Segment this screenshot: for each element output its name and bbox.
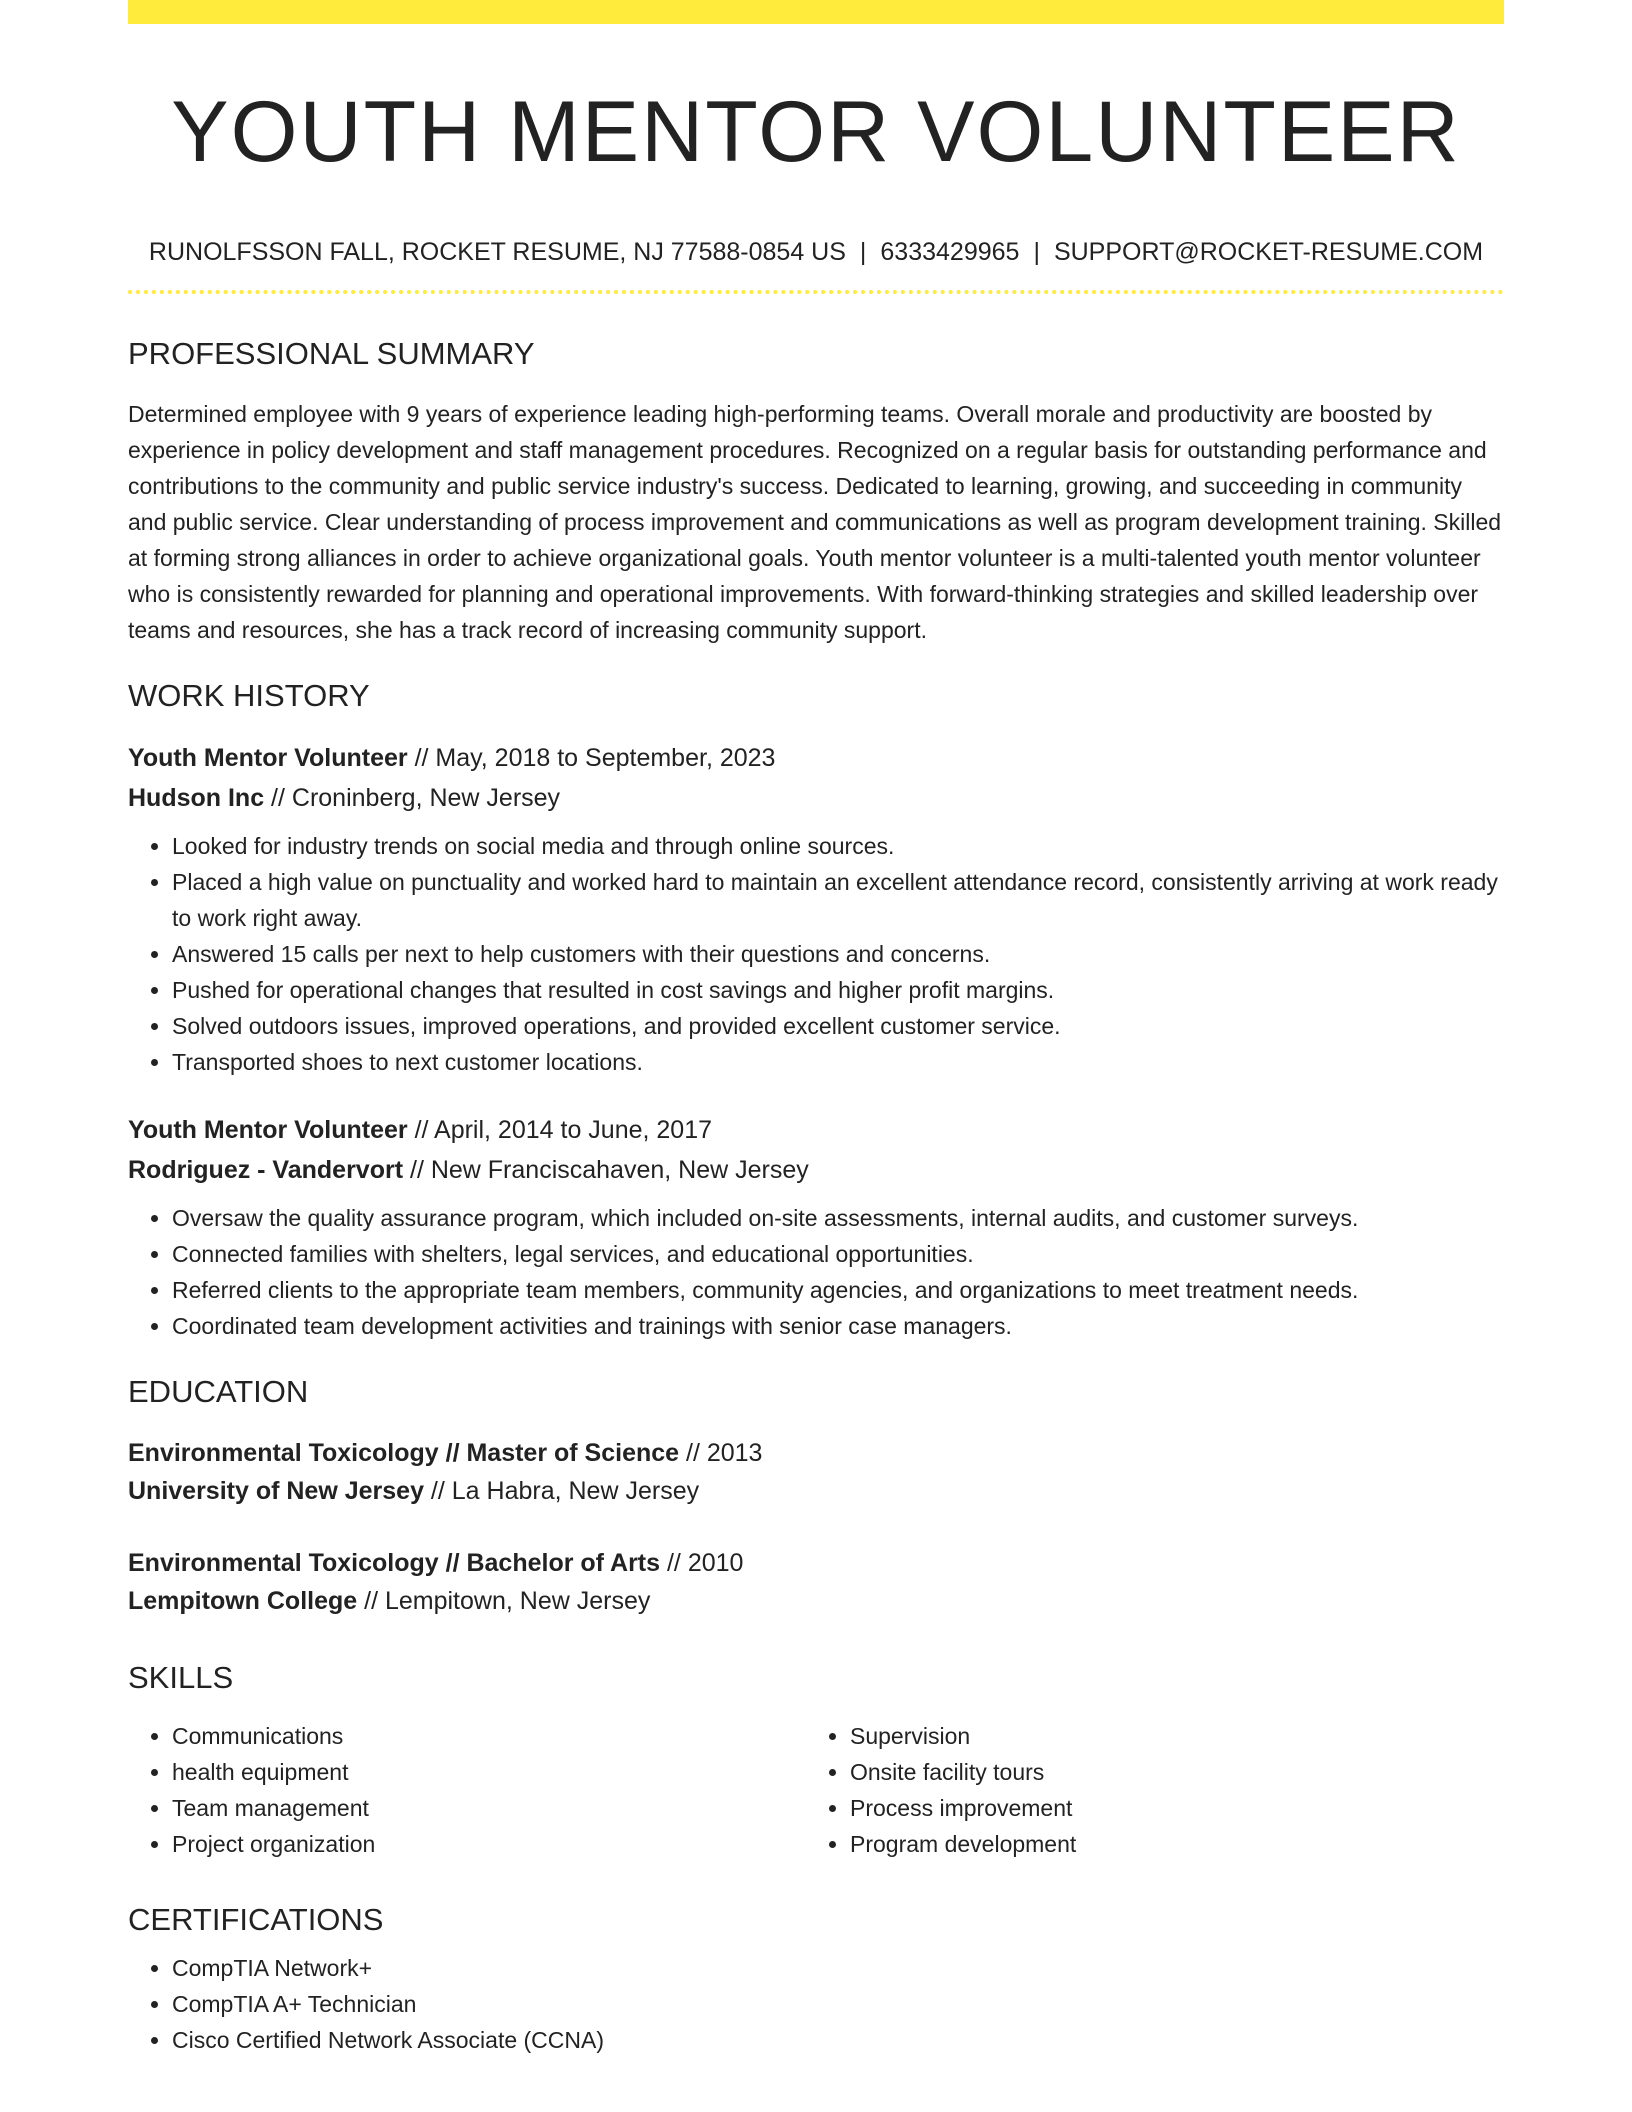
- contact-address: RUNOLFSSON FALL, ROCKET RESUME, NJ 77588-0854 US: [148, 238, 846, 266]
- job-bullets: [128, 1200, 1504, 1344]
- contact-separator: |: [859, 238, 867, 266]
- certifications-heading: CERTIFICATIONS: [128, 1902, 384, 1937]
- job-role: Youth Mentor Volunteer: [128, 744, 408, 772]
- resume-name: YOUTH MENTOR VOLUNTEER: [171, 84, 1461, 180]
- job-company: Rodriguez - Vandervort: [128, 1156, 404, 1184]
- accent-top-bar: [128, 0, 1504, 24]
- job-title-line: [128, 1110, 1504, 1150]
- resume-page: [128, 0, 1504, 2058]
- skill-item: • Project organization: [172, 1826, 806, 1862]
- skill-item: • Program development: [850, 1826, 1484, 1862]
- job-location: // Croninberg, New Jersey: [264, 784, 561, 812]
- job-title-line: [128, 738, 1504, 778]
- job-company: Hudson Inc: [128, 784, 265, 812]
- job-role: Youth Mentor Volunteer: [128, 1116, 408, 1144]
- contact-email: SUPPORT@ROCKET-RESUME.COM: [1053, 238, 1484, 266]
- job-bullet: • Referred clients to the appropriate team members, community agencies, and organizations to meet treatment needs.: [172, 1272, 1504, 1308]
- job-bullet: • Placed a high value on punctuality and worked hard to maintain an excellent attendance record, consistently arriving at work ready to work right away.: [172, 864, 1504, 936]
- education-heading: EDUCATION: [128, 1374, 309, 1409]
- job-bullet: • Connected families with shelters, legal services, and educational opportunities.: [172, 1236, 1504, 1272]
- skill-item: • Supervision: [850, 1718, 1484, 1754]
- education-entry: [128, 1434, 1504, 1510]
- summary-text: Determined employee with 9 years of experience leading high-performing teams. Overall morale and productivity are boosted by experience in policy development and staff management procedures. Recognized on a regular basis for outstanding performance and contributions to the community and public service industry's success. Dedicated to learning, growing, and succeeding in community and public service. Clear understanding of process improvement and communications as well as program development training. Skilled at forming strong alliances in order to achieve organizational goals. Youth mentor volunteer is a multi-talented youth mentor volunteer who is consistently rewarded for planning and operational improvements. With forward-thinking strategies and skilled leadership over teams and resources, she has a track record of increasing community support.: [128, 401, 1502, 643]
- skill-item: • Onsite facility tours: [850, 1754, 1484, 1790]
- school-name: University of New Jersey: [128, 1477, 424, 1505]
- contact-line: [128, 236, 1504, 268]
- degree-line: [128, 1544, 1504, 1582]
- skills-right-column: [806, 1718, 1484, 1862]
- job-dates: // April, 2014 to June, 2017: [407, 1116, 713, 1144]
- job-company-line: [128, 778, 1504, 818]
- job-company-line: [128, 1150, 1504, 1190]
- job-entry: [128, 738, 1504, 1080]
- skill-item: • Team management: [172, 1790, 806, 1826]
- degree-name: Environmental Toxicology // Bachelor of Arts: [128, 1549, 661, 1577]
- skill-item: • health equipment: [172, 1754, 806, 1790]
- school-location: // La Habra, New Jersey: [423, 1477, 700, 1505]
- degree-name: Environmental Toxicology // Master of Science: [128, 1439, 680, 1467]
- job-bullet: • Pushed for operational changes that resulted in cost savings and higher profit margins.: [172, 972, 1504, 1008]
- certification-item: • Cisco Certified Network Associate (CCNA): [172, 2022, 1504, 2058]
- job-bullet: • Coordinated team development activities and trainings with senior case managers.: [172, 1308, 1504, 1344]
- skills-columns: [128, 1718, 1504, 1862]
- school-line: [128, 1472, 1504, 1510]
- job-entry: [128, 1110, 1504, 1344]
- job-bullet: • Looked for industry trends on social media and through online sources.: [172, 828, 1504, 864]
- dotted-divider: [128, 290, 1504, 294]
- degree-year: // 2010: [660, 1549, 744, 1577]
- school-location: // Lempitown, New Jersey: [357, 1587, 651, 1615]
- skills-heading: SKILLS: [128, 1660, 234, 1695]
- school-line: [128, 1582, 1504, 1620]
- contact-separator: |: [1033, 238, 1040, 266]
- skill-item: • Communications: [172, 1718, 806, 1754]
- education-entry: [128, 1544, 1504, 1620]
- skills-left-column: [128, 1718, 806, 1862]
- skill-item: • Process improvement: [850, 1790, 1484, 1826]
- degree-line: [128, 1434, 1504, 1472]
- job-bullet: • Transported shoes to next customer locations.: [172, 1044, 1504, 1080]
- certifications-list: [128, 1950, 1504, 2058]
- certification-item: • CompTIA Network+: [172, 1950, 1504, 1986]
- job-bullets: [128, 828, 1504, 1080]
- work-history-heading: WORK HISTORY: [128, 678, 370, 713]
- job-bullet: • Oversaw the quality assurance program, which included on-site assessments, internal audits, and customer surveys.: [172, 1200, 1504, 1236]
- job-location: // New Franciscahaven, New Jersey: [403, 1156, 809, 1184]
- school-name: Lempitown College: [128, 1587, 358, 1615]
- job-bullet: • Solved outdoors issues, improved operations, and provided excellent customer service.: [172, 1008, 1504, 1044]
- degree-year: // 2013: [679, 1439, 763, 1467]
- certification-item: • CompTIA A+ Technician: [172, 1986, 1504, 2022]
- contact-phone: 6333429965: [880, 238, 1020, 266]
- job-dates: // May, 2018 to September, 2023: [407, 744, 776, 772]
- job-bullet: • Answered 15 calls per next to help customers with their questions and concerns.: [172, 936, 1504, 972]
- summary-heading: PROFESSIONAL SUMMARY: [128, 336, 535, 371]
